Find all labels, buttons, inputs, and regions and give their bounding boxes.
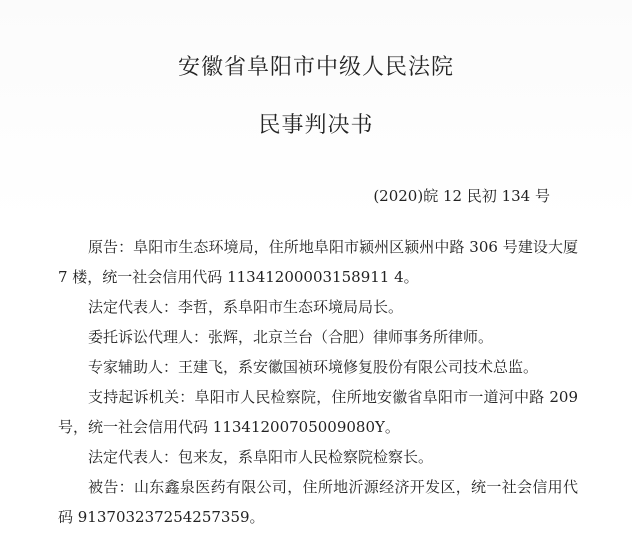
plaintiff-paragraph: 原告：阜阳市生态环境局，住所地阜阳市颍州区颍州中路 306 号建设大厦 7 楼，统一社会信用代码 11341200003158911 4。 bbox=[58, 238, 578, 286]
supporting-prosecution-organ: 支持起诉机关：阜阳市人民检察院，住所地安徽省阜阳市一道河中路 209 号，统一社会信用代码 11341200705009080Y。 bbox=[58, 388, 578, 436]
procuratorate-legal-representative: 法定代表人：包来友，系阜阳市人民检察院检察长。 bbox=[88, 448, 434, 466]
expert-assistant: 专家辅助人：王建飞，系安徽国祯环境修复股份有限公司技术总监。 bbox=[88, 358, 539, 376]
court-name-heading: 安徽省阜阳市中级人民法院 bbox=[177, 55, 454, 80]
case-number: (2020)皖 12 民初 134 号 bbox=[373, 187, 550, 205]
document-title: 民事判决书 bbox=[258, 113, 374, 138]
plaintiff-legal-representative: 法定代表人：李哲，系阜阳市生态环境局局长。 bbox=[88, 298, 404, 316]
defendant-paragraph: 被告：山东鑫泉医药有限公司，住所地沂源经济开发区，统一社会信用代码 913703237254257359。 bbox=[58, 478, 578, 526]
party-information bbox=[58, 232, 578, 532]
plaintiff-litigation-agent: 委托诉讼代理人：张辉，北京兰台（合肥）律师事务所律师。 bbox=[88, 328, 494, 346]
